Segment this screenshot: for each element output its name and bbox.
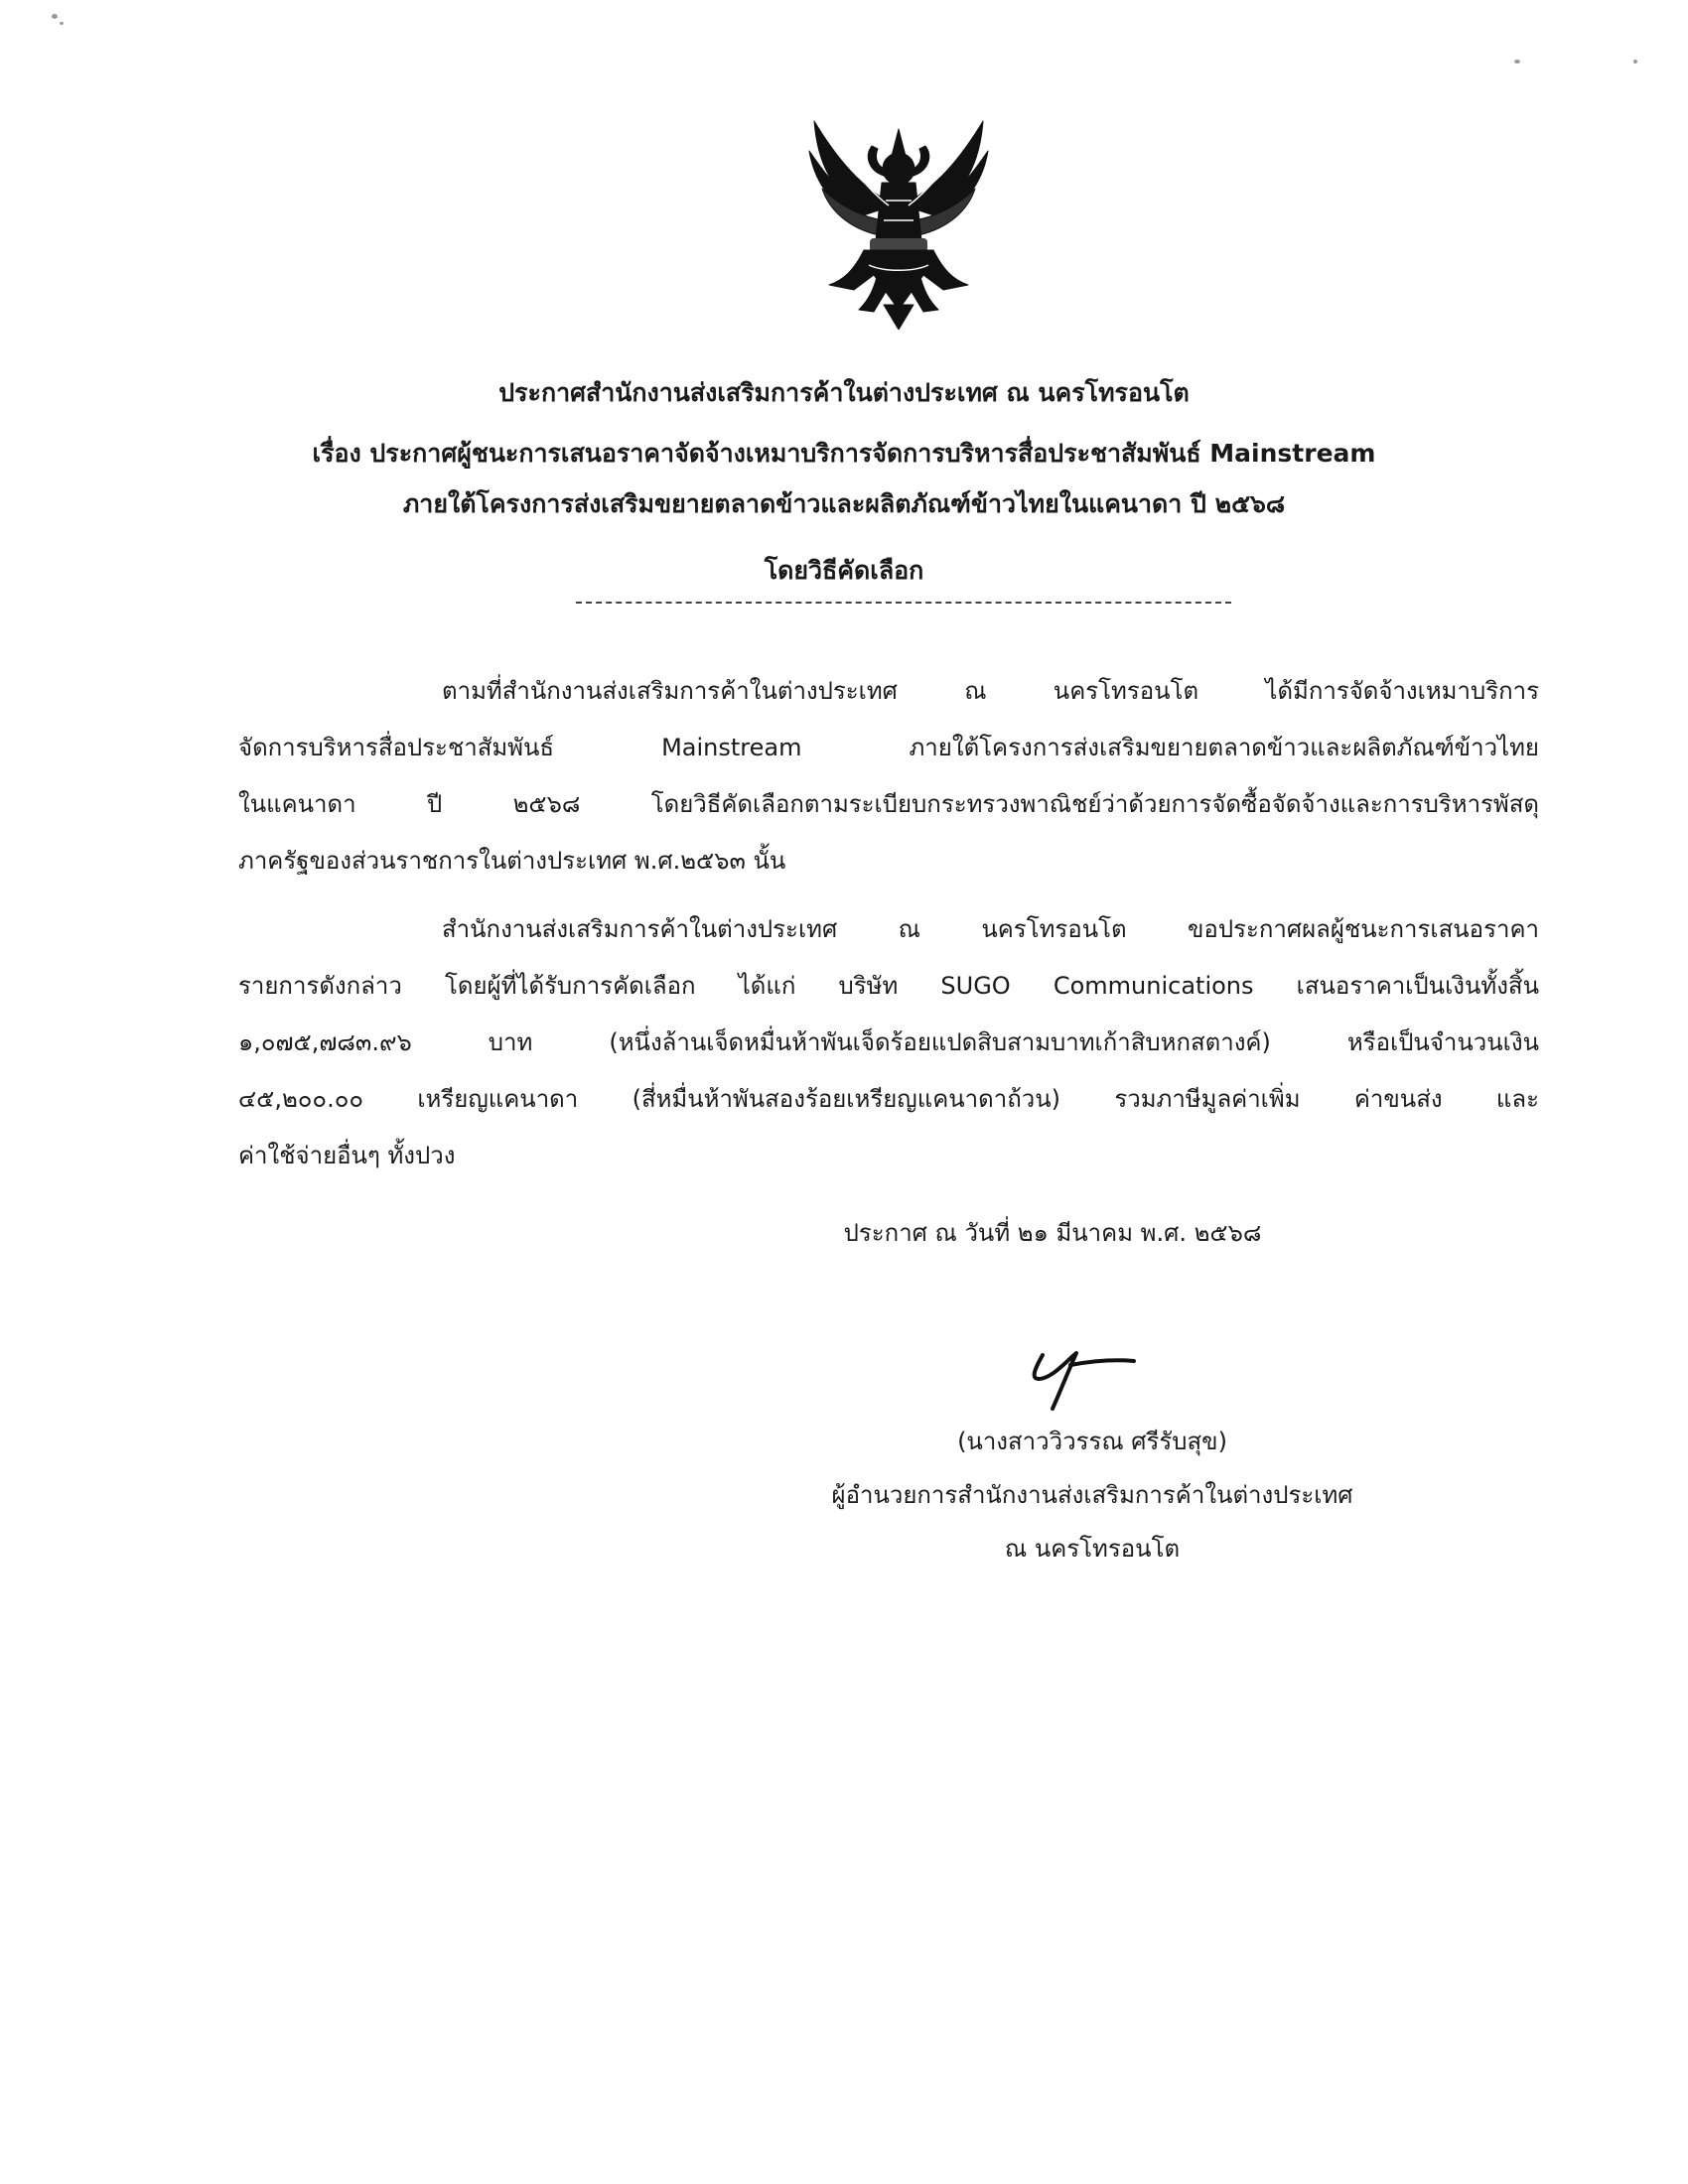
paragraph-line: สำนักงานส่งเสริมการค้าในต่างประเทศ ณ นครโทรอนโต ขอประกาศผลผู้ชนะการเสนอราคา [442,915,1539,943]
paragraph-line: รายการดังกล่าว โดยผู้ที่ได้รับการคัดเลือก ได้แก่ บริษัท SUGO Communications เสนอราคาเป็นเงินทั้งสิ้น [238,972,1539,1000]
heading-method: โดยวิธีคัดเลือก [764,556,924,585]
paragraph-line: ๔๕,๒๐๐.๐๐ เหรียญแคนาดา (สี่หมื่นห้าพันสองร้อยเหรียญแคนาดาถ้วน) รวมภาษีมูลค่าเพิ่ม ค่าขนส่ง และ [238,1085,1539,1113]
scan-speck [1514,60,1520,64]
signatory-position: ผู้อำนวยการสำนักงานส่งเสริมการค้าในต่างประเทศ [831,1481,1353,1509]
garuda-emblem-icon [774,111,1023,330]
paragraph-line: ๑,๐๗๕,๗๘๓.๙๖ บาท (หนึ่งล้านเจ็ดหมื่นห้าพันเจ็ดร้อยแปดสิบสามบาทเก้าสิบหกสตางค์) หรือเป็นจำนวนเงิน [238,1028,1539,1056]
scan-speck [1633,60,1637,64]
paragraph-line: ภาครัฐของส่วนราชการในต่างประเทศ พ.ศ.๒๕๖๓ นั้น [238,847,786,875]
paragraph-background [238,663,1539,889]
announcement-date: ประกาศ ณ วันที่ ๒๑ มีนาคม พ.ศ. ๒๕๖๘ [843,1219,1262,1247]
paragraph-award [238,901,1539,1184]
scan-speck [60,22,64,25]
scan-speck [52,14,58,19]
handwritten-signature [1013,1335,1142,1415]
paragraph-line: ค่าใช้จ่ายอื่นๆ ทั้งปวง [238,1142,456,1169]
heading-project: ภายใต้โครงการส่งเสริมขยายตลาดข้าวและผลิตภัณฑ์ข้าวไทยในแคนาดา ปี ๒๕๖๘ [402,489,1286,518]
signatory-office: ณ นครโทรอนโต [1004,1535,1181,1563]
heading-office: ประกาศสำนักงานส่งเสริมการค้าในต่างประเทศ ณ นครโทรอนโต [498,378,1190,407]
paragraph-line: จัดการบริหารสื่อประชาสัมพันธ์ Mainstream ภายใต้โครงการส่งเสริมขยายตลาดข้าวและผลิตภัณฑ์ข้าวไทย [238,734,1539,761]
dashed-divider [576,602,1231,604]
paragraph-line: ในแคนาดา ปี ๒๕๖๘ โดยวิธีคัดเลือกตามระเบียบกระทรวงพาณิชย์ว่าด้วยการจัดซื้อจัดจ้างและการบริหารพัสดุ [238,790,1539,818]
heading-subject: เรื่อง ประกาศผู้ชนะการเสนอราคาจัดจ้างเหมาบริการจัดการบริหารสื่อประชาสัมพันธ์ Mainstream [312,439,1376,468]
signatory-name: (นางสาววิวรรณ ศรีรับสุข) [957,1428,1227,1455]
paragraph-line: ตามที่สำนักงานส่งเสริมการค้าในต่างประเทศ ณ นครโทรอนโต ได้มีการจัดจ้างเหมาบริการ [442,677,1539,705]
